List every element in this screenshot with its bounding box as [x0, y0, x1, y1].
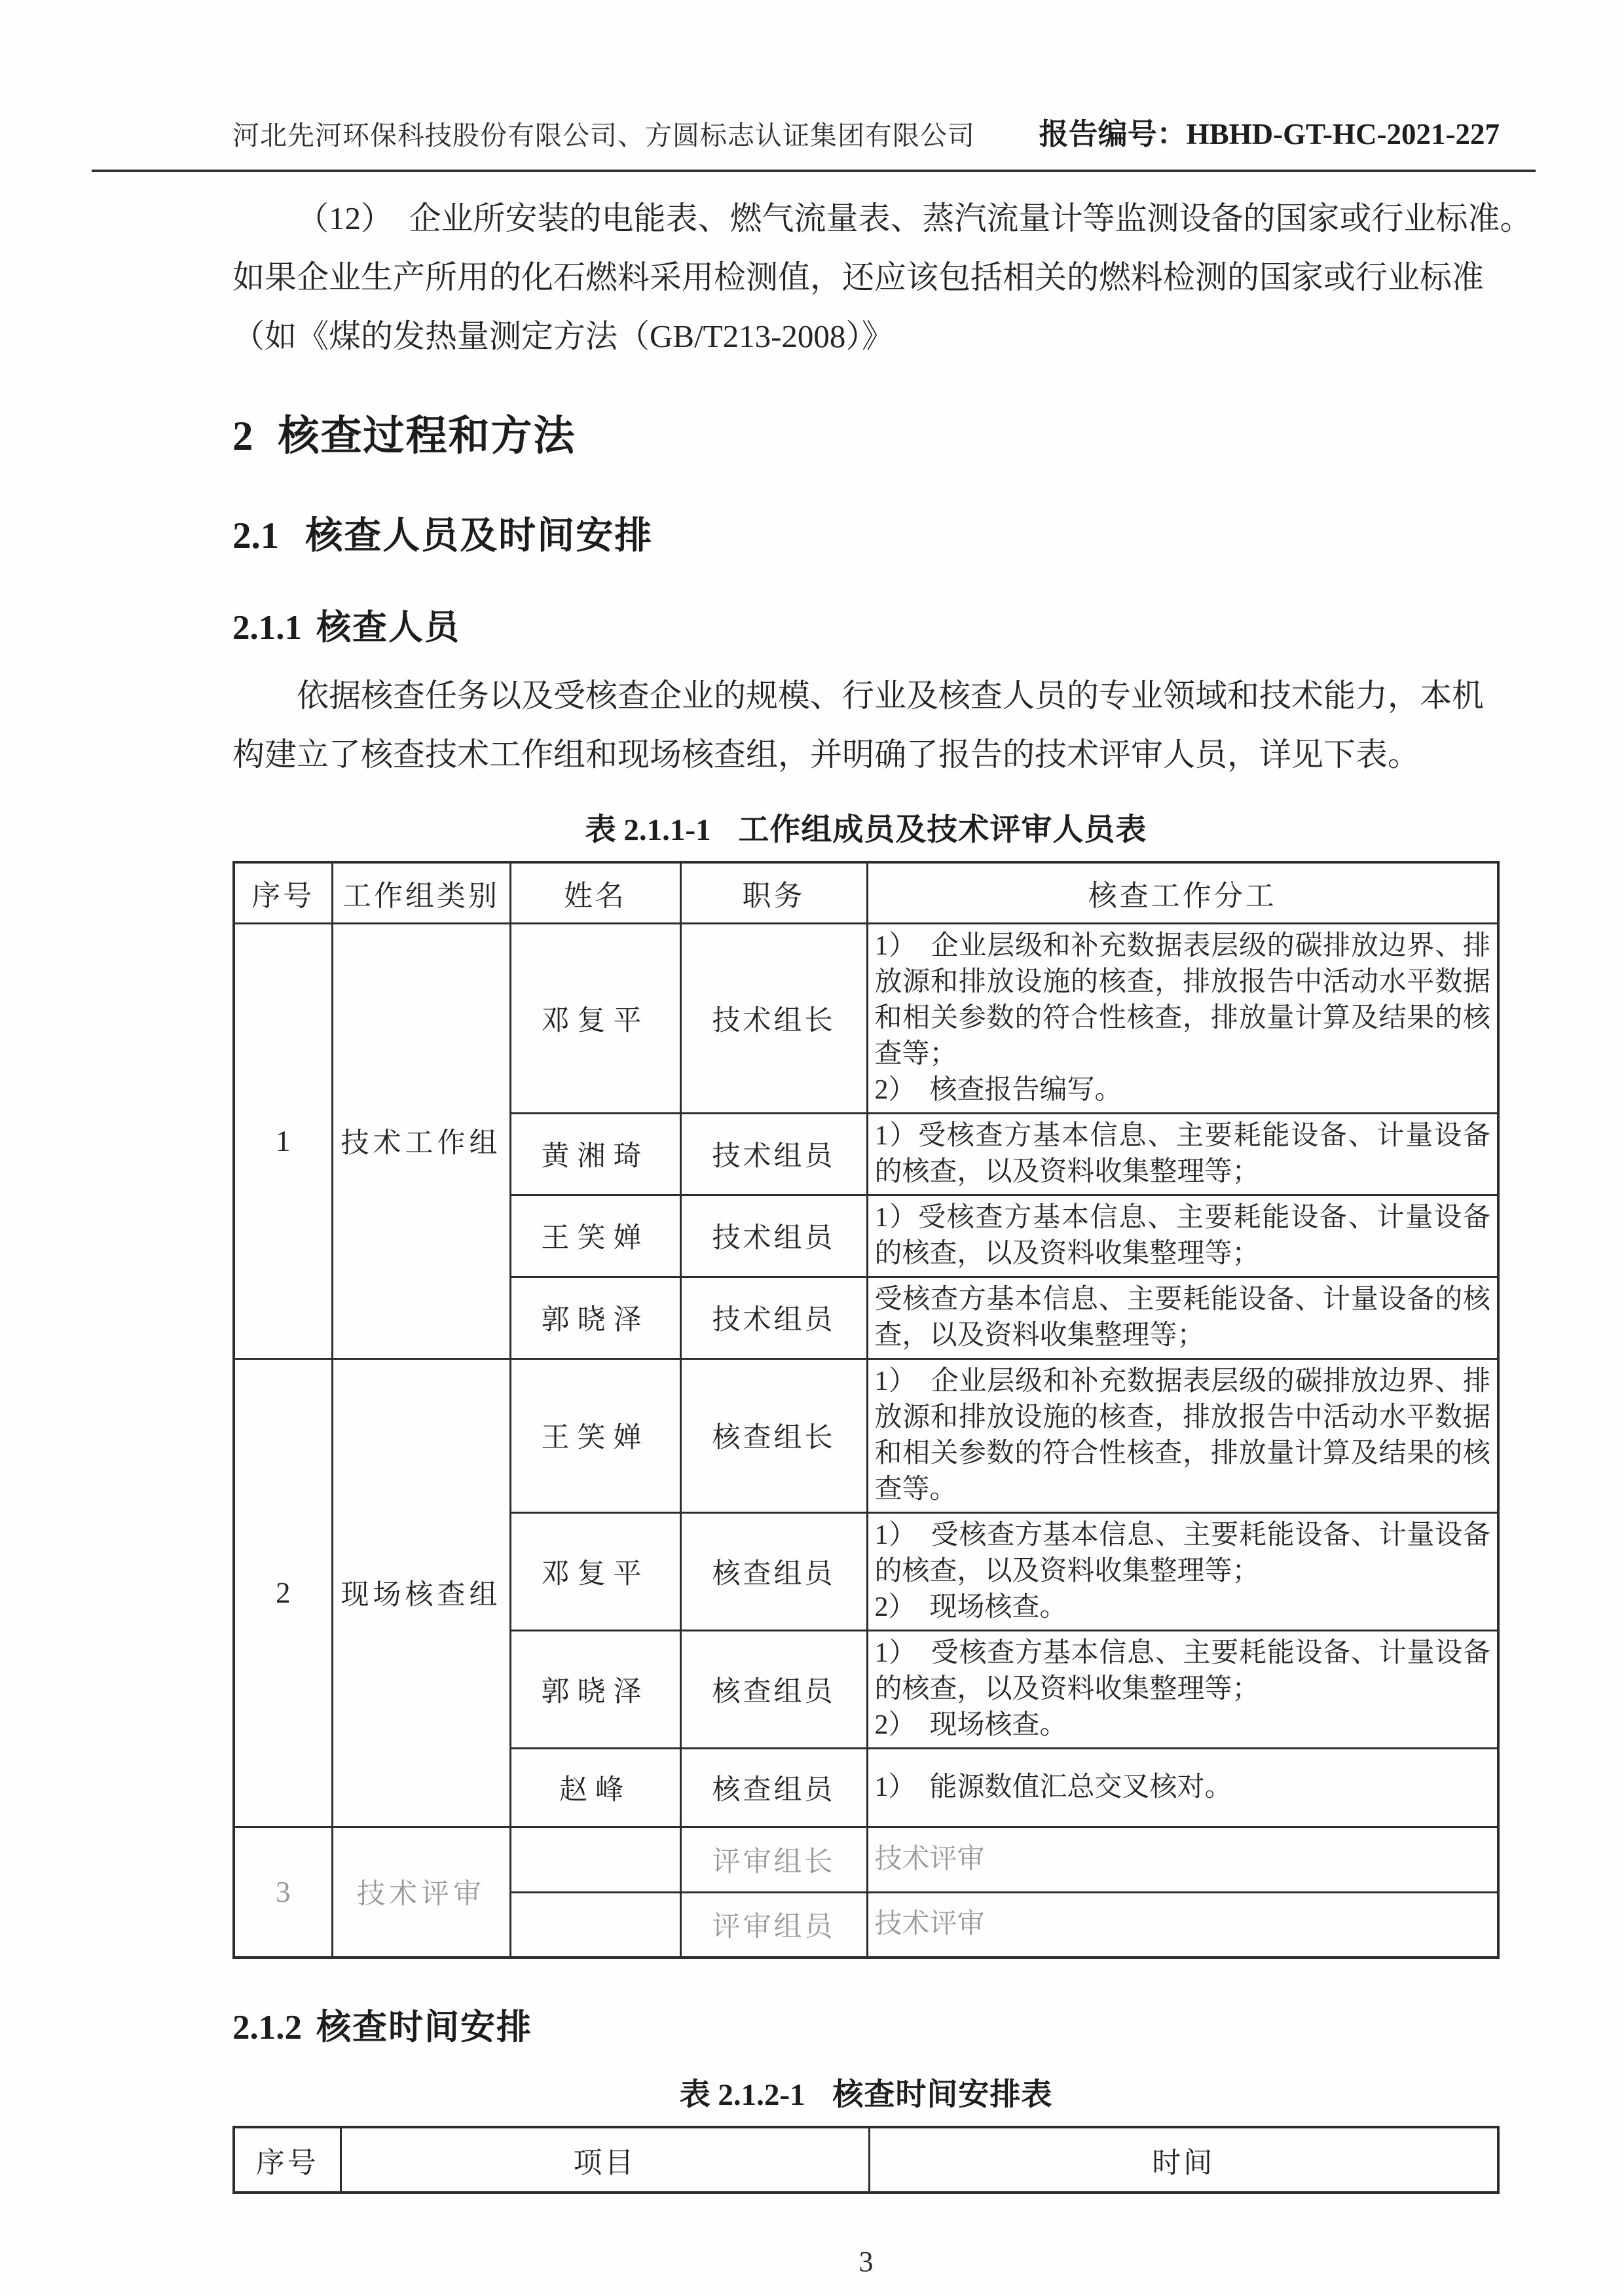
cell-duty — [867, 1827, 1498, 1892]
duty-item: 1）受核查方基本信息、主要耗能设备、计量设备的核查，以及资料收集整理等； — [874, 1202, 1490, 1269]
heading-title: 核查时间安排 — [316, 2009, 532, 2047]
cell-name: 黄湘琦 — [510, 1113, 680, 1195]
column-header-category: 工作组类别 — [332, 862, 510, 923]
staff-table — [232, 861, 1500, 1959]
cell-role: 评审组长 — [680, 1827, 867, 1892]
cell-name: 王笑婵 — [510, 1358, 680, 1512]
duty-item: 1）受核查方基本信息、主要耗能设备、计量设备的核查，以及资料收集整理等； — [874, 1120, 1490, 1187]
report-number — [1039, 110, 1500, 153]
cell-name: 邓复平 — [510, 1512, 680, 1630]
cell-role: 核查组员 — [680, 1512, 867, 1630]
report-number-label: 报告编号： — [1039, 118, 1187, 151]
paragraph-12 — [232, 189, 1532, 366]
cell-role: 技术组员 — [680, 1277, 867, 1358]
table2-caption-title: 核查时间安排表 — [832, 2078, 1053, 2112]
header-company: 河北先河环保科技股份有限公司、方圆标志认证集团有限公司 — [232, 120, 975, 151]
heading-title: 核查过程和方法 — [278, 413, 576, 459]
duty-item: 2） 核查报告编写。 — [874, 1074, 1122, 1105]
paragraph-line: 如果企业生产所用的化石燃料采用检测值，还应该包括相关的燃料检测的国家或行业标准 — [232, 259, 1485, 295]
cell-duty — [867, 1277, 1498, 1358]
cell-group-no: 1 — [234, 923, 332, 1358]
column-header-role: 职务 — [680, 862, 867, 923]
cell-duty — [867, 1113, 1498, 1195]
duty-item: 1） 受核查方基本信息、主要耗能设备、计量设备的核查，以及资料收集整理等； — [874, 1520, 1490, 1586]
cell-group-no: 3 — [234, 1827, 332, 1958]
cell-duty — [867, 1358, 1498, 1512]
table2-caption — [232, 2070, 1500, 2114]
cell-duty — [867, 1630, 1498, 1748]
column-header-name: 姓名 — [510, 862, 680, 923]
duty-item: 技术评审 — [874, 1844, 985, 1874]
cell-role: 评审组员 — [680, 1892, 867, 1958]
section-heading-2-1-2 — [232, 1999, 1500, 2049]
cell-duty — [867, 1195, 1498, 1277]
duty-item: 1） 能源数值汇总交叉核对。 — [874, 1772, 1232, 1802]
cell-duty — [867, 1512, 1498, 1630]
column-header-duty: 核查工作分工 — [867, 862, 1498, 923]
table1-caption-title: 工作组成员及技术评审人员表 — [738, 813, 1147, 847]
duty-item: 2） 现场核查。 — [874, 1709, 1067, 1740]
heading-title: 核查人员及时间安排 — [305, 515, 654, 556]
cell-role: 技术组长 — [680, 923, 867, 1113]
section-heading-2-1-1 — [232, 600, 1500, 649]
heading-title: 核查人员 — [316, 609, 460, 647]
cell-duty — [867, 1892, 1498, 1958]
cell-group-no: 2 — [234, 1358, 332, 1827]
schedule-table — [232, 2126, 1500, 2194]
cell-name: 王笑婵 — [510, 1195, 680, 1277]
cell-name — [510, 1892, 680, 1958]
report-number-value: HBHD-GT-HC-2021-227 — [1186, 118, 1500, 151]
paragraph-line: （如《煤的发热量测定方法（GB/T213-2008）》 — [232, 318, 894, 354]
paragraph-2-1-1 — [232, 666, 1500, 784]
table2-caption-label: 表 2.1.2-1 — [679, 2078, 805, 2112]
cell-name: 郭晓泽 — [510, 1630, 680, 1748]
table-header-row — [234, 2127, 1498, 2193]
section-heading-2-1 — [232, 505, 1500, 559]
column-header-time: 时间 — [869, 2127, 1498, 2193]
table1-caption-label: 表 2.1.1-1 — [585, 813, 711, 847]
cell-role: 核查组长 — [680, 1358, 867, 1512]
section-heading-2 — [232, 403, 1500, 462]
cell-name — [510, 1827, 680, 1892]
cell-role: 技术组员 — [680, 1195, 867, 1277]
heading-number: 2 — [232, 413, 253, 459]
duty-item: 1） 受核查方基本信息、主要耗能设备、计量设备的核查，以及资料收集整理等； — [874, 1637, 1490, 1704]
cell-name: 邓复平 — [510, 923, 680, 1113]
cell-group-category: 技术工作组 — [332, 923, 510, 1358]
table-row — [234, 923, 1498, 1113]
cell-role: 核查组员 — [680, 1748, 867, 1827]
page-header — [232, 110, 1500, 153]
table-row — [234, 1827, 1498, 1892]
table-header-row — [234, 862, 1498, 923]
page-number: 3 — [858, 2246, 874, 2278]
cell-name: 郭晓泽 — [510, 1277, 680, 1358]
column-header-no: 序号 — [234, 2127, 341, 2193]
header-rule — [92, 170, 1536, 172]
heading-number: 2.1 — [232, 515, 280, 556]
cell-role: 核查组员 — [680, 1630, 867, 1748]
cell-group-category: 技术评审 — [332, 1827, 510, 1958]
table1-caption — [232, 805, 1500, 849]
cell-duty — [867, 1748, 1498, 1827]
column-header-no: 序号 — [234, 862, 332, 923]
cell-duty — [867, 923, 1498, 1113]
cell-group-category: 现场核查组 — [332, 1358, 510, 1827]
duty-item: 1） 企业层级和补充数据表层级的碳排放边界、排放源和排放设施的核查，排放报告中活动水平数据和相关参数的符合性核查，排放量计算及结果的核查等。 — [874, 1366, 1490, 1504]
duty-item: 受核查方基本信息、主要耗能设备、计量设备的核查，以及资料收集整理等； — [874, 1284, 1490, 1351]
paragraph-line: 依据核查任务以及受核查企业的规模、行业及核查人员的专业领域和技术能力，本机 — [297, 678, 1485, 714]
cell-role: 技术组员 — [680, 1113, 867, 1195]
duty-item: 技术评审 — [874, 1909, 985, 1940]
column-header-item: 项目 — [341, 2127, 869, 2193]
paragraph-line: 构建立了核查技术工作组和现场核查组，并明确了报告的技术评审人员，详见下表。 — [232, 737, 1420, 773]
table-row — [234, 1358, 1498, 1512]
duty-item: 1） 企业层级和补充数据表层级的碳排放边界、排放源和排放设施的核查，排放报告中活动水平数据和相关参数的符合性核查，排放量计算及结果的核查等； — [874, 930, 1490, 1069]
heading-number: 2.1.1 — [232, 609, 302, 647]
cell-name: 赵峰 — [510, 1748, 680, 1827]
duty-item: 2） 现场核查。 — [874, 1592, 1067, 1622]
paragraph-line: （12） 企业所安装的电能表、燃气流量表、蒸汽流量计等监测设备的国家或行业标准。 — [297, 200, 1532, 236]
heading-number: 2.1.2 — [232, 2009, 302, 2047]
